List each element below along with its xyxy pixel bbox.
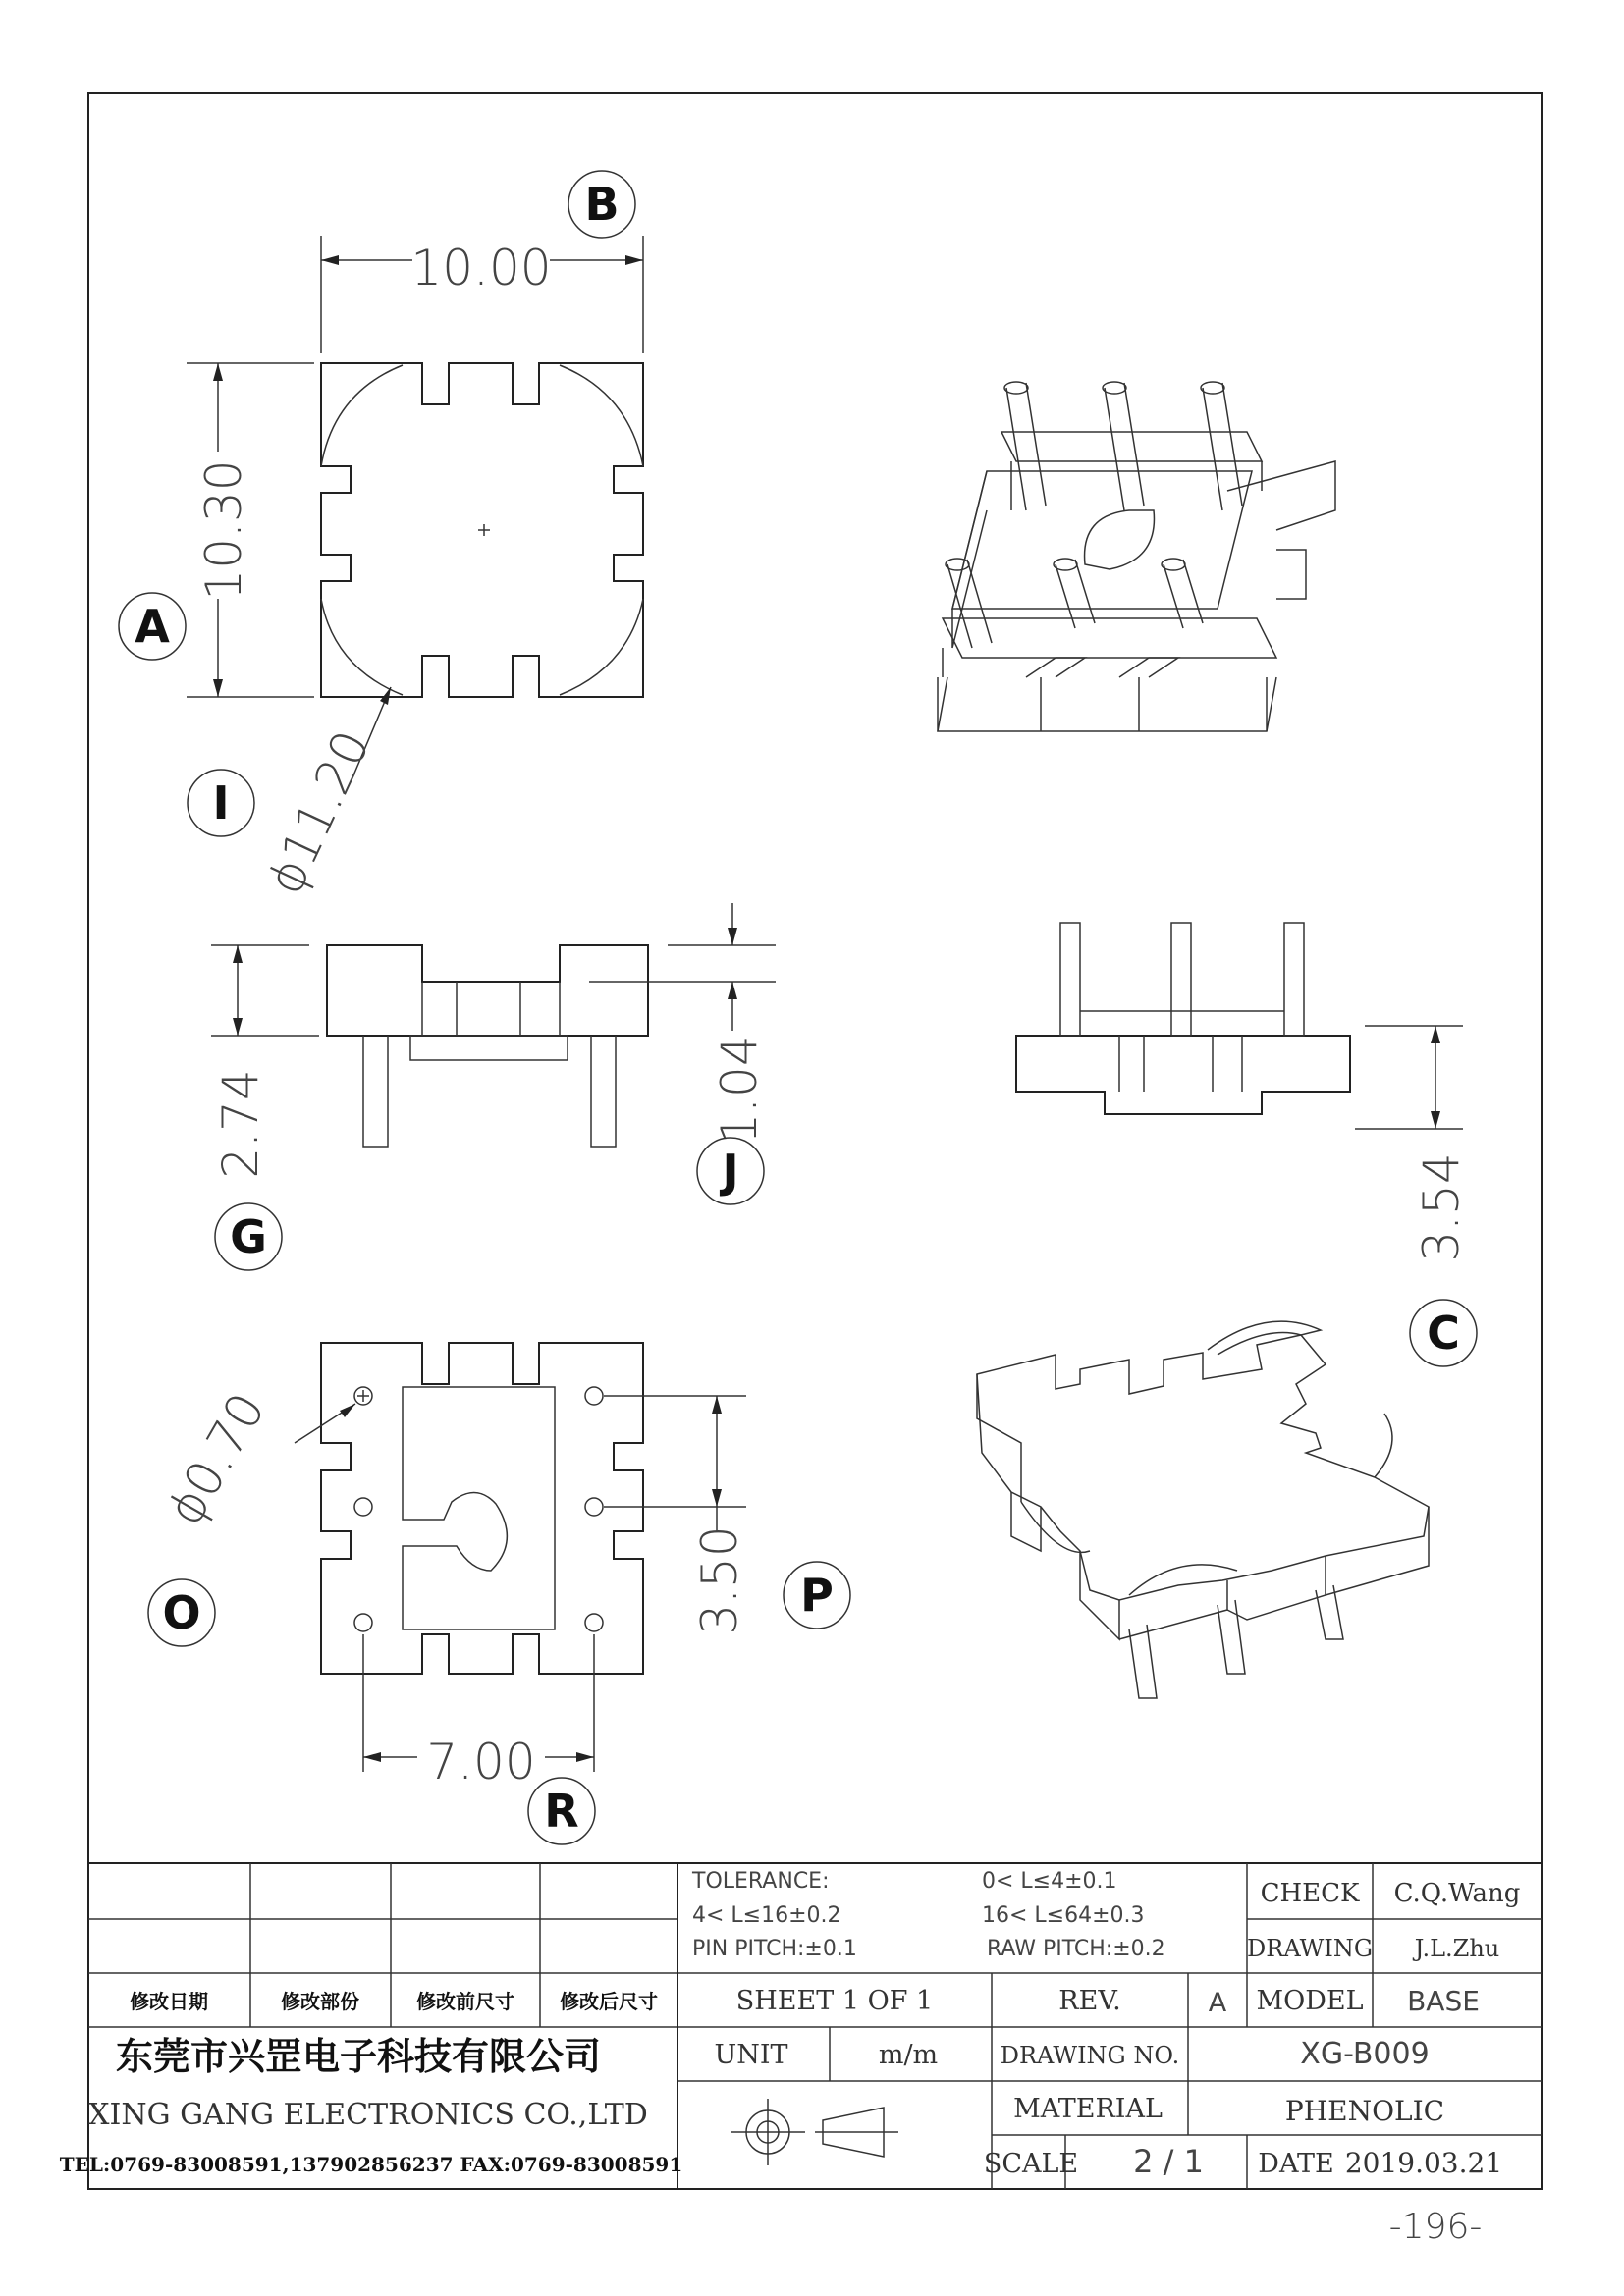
isometric-view-bottom (977, 1321, 1429, 1698)
dim-pitch-r: 7.00 (426, 1734, 536, 1790)
dim-height-j: 1.04 (711, 1035, 768, 1145)
callout-c (1410, 1300, 1477, 1366)
callout-g (215, 1203, 282, 1270)
callout-a (119, 593, 186, 660)
tolerance-3: 16< L≤64±0.3 (982, 1903, 1145, 1928)
callout-a-label: A (135, 600, 170, 653)
bottom-view (156, 1343, 748, 1790)
rev-header-before: 修改前尺寸 (416, 1990, 514, 2013)
drawing-no-value: XG-B009 (1300, 2037, 1430, 2071)
dim-height-a: 10.30 (195, 459, 252, 601)
drawing-value: J.L.Zhu (1414, 1935, 1500, 1962)
tolerance-label: TOLERANCE: (692, 1869, 830, 1894)
callout-c-label: C (1427, 1307, 1460, 1360)
check-value: C.Q.Wang (1393, 1879, 1521, 1908)
rev-header-part: 修改部份 (281, 1990, 359, 2013)
dim-height-c: 3.54 (1413, 1152, 1470, 1262)
top-view (187, 236, 643, 903)
callout-r (528, 1778, 595, 1844)
material-label: MATERIAL (1013, 2094, 1163, 2124)
scale-label: SCALE (983, 2149, 1079, 2179)
company-name-en: XING GANG ELECTRONICS CO.,LTD (88, 2098, 648, 2132)
dim-pitch-p: 3.50 (691, 1525, 748, 1635)
dim-diameter-i: ϕ11.20 (256, 721, 382, 903)
dim-width-b: 10.00 (410, 240, 552, 296)
dim-pin-diameter-o: ϕ0.70 (156, 1383, 277, 1535)
callout-i-label: I (212, 776, 230, 829)
callout-j-label: J (722, 1145, 739, 1198)
page-number: -196- (1388, 2207, 1483, 2247)
callout-p (784, 1562, 850, 1629)
callout-o (148, 1579, 215, 1646)
callout-g-label: G (230, 1210, 267, 1263)
drawing-no-label: DRAWING NO. (1000, 2042, 1180, 2069)
projection-symbol-icon (731, 2099, 898, 2165)
unit-label: UNIT (714, 2040, 788, 2070)
callout-r-label: R (544, 1785, 579, 1838)
date-value: 2019.03.21 (1344, 2147, 1503, 2179)
callout-j (697, 1138, 764, 1204)
callout-i (188, 770, 254, 836)
front-view (1016, 923, 1470, 1262)
sheet-text: SHEET 1 OF 1 (735, 1986, 934, 2016)
raw-pitch: RAW PITCH:±0.2 (987, 1937, 1165, 1961)
isometric-view-top (938, 382, 1335, 731)
company-contact: TEL:0769-83008591,137902856237 FAX:0769-83008591 (59, 2153, 683, 2176)
model-value: BASE (1407, 1985, 1480, 2017)
side-view (211, 903, 776, 1179)
date-label: DATE (1258, 2149, 1334, 2179)
callout-p-label: P (800, 1569, 834, 1622)
title-block (60, 1863, 1542, 2189)
rev-label: REV. (1058, 1986, 1121, 2016)
callout-b-label: B (584, 178, 620, 231)
drawing-label: DRAWING (1247, 1935, 1373, 1962)
tolerance-1: 0< L≤4±0.1 (982, 1869, 1117, 1894)
tolerance-2: 4< L≤16±0.2 (692, 1903, 841, 1928)
company-name-cn: 东莞市兴罡电子科技有限公司 (115, 2034, 602, 2078)
rev-header-date: 修改日期 (130, 1990, 208, 2013)
unit-value: m/m (878, 2040, 939, 2070)
callout-o-label: O (162, 1586, 201, 1639)
scale-value: 2 / 1 (1133, 2143, 1204, 2180)
callout-b (568, 171, 635, 238)
rev-value: A (1208, 1988, 1227, 2018)
pin-pitch: PIN PITCH:±0.1 (692, 1937, 857, 1961)
model-label: MODEL (1256, 1986, 1364, 2016)
rev-header-after: 修改后尺寸 (560, 1990, 658, 2013)
check-label: CHECK (1260, 1879, 1360, 1908)
dim-height-g: 2.74 (212, 1069, 269, 1179)
material-value: PHENOLIC (1284, 2095, 1445, 2127)
